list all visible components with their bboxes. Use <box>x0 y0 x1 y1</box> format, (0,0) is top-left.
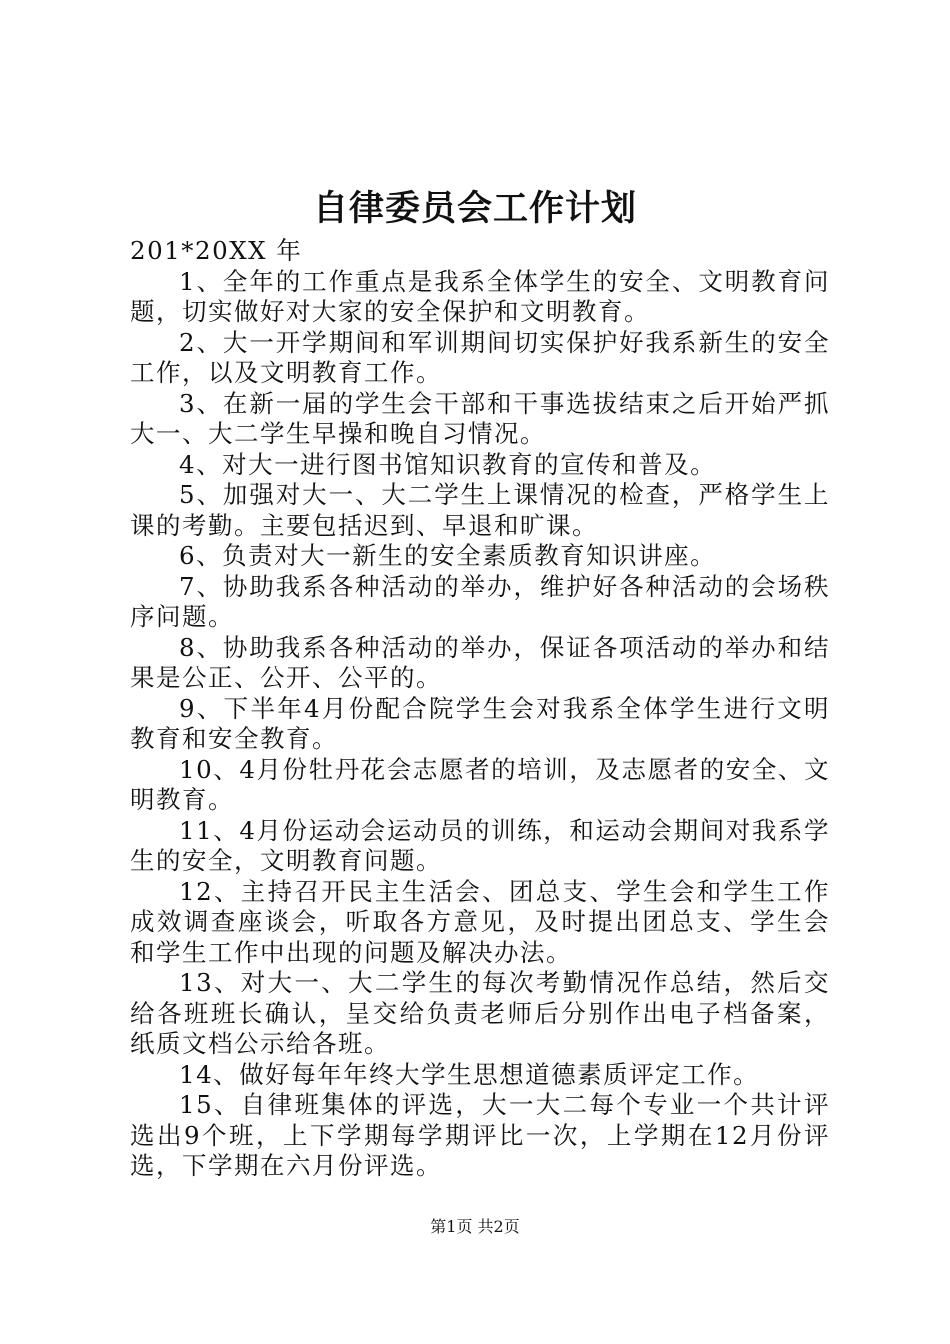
plan-item: 7、协助我系各种活动的举办，维护好各种活动的会场秩序问题。 <box>130 571 830 631</box>
page-footer: 第1页 共2页 <box>430 1217 520 1236</box>
document-body <box>130 236 830 1182</box>
plan-item: 1、全年的工作重点是我系全体学生的安全、文明教育问题，切实做好对大家的安全保护和文明教育。 <box>130 266 830 326</box>
plan-item: 5、加强对大一、大二学生上课情况的检查，严格学生上课的考勤。主要包括迟到、早退和旷课。 <box>130 480 830 540</box>
plan-item: 10、4月份牡丹花会志愿者的培训，及志愿者的安全、文明教育。 <box>130 754 830 814</box>
plan-item: 12、主持召开民主生活会、团总支、学生会和学生工作成效调查座谈会，听取各方意见，及时提出团总支、学生会和学生工作中出现的问题及解决办法。 <box>130 876 830 967</box>
plan-item: 3、在新一届的学生会干部和干事选拔结束之后开始严抓大一、大二学生早操和晚自习情况。 <box>130 388 830 448</box>
plan-item: 6、负责对大一新生的安全素质教育知识讲座。 <box>179 541 717 570</box>
plan-item: 11、4月份运动会运动员的训练，和运动会期间对我系学生的安全，文明教育问题。 <box>130 815 830 875</box>
plan-item: 2、大一开学期间和军训期间切实保护好我系新生的安全工作，以及文明教育工作。 <box>130 327 830 387</box>
plan-item: 4、对大一进行图书馆知识教育的宣传和普及。 <box>179 449 717 479</box>
document-title: 自律委员会工作计划 <box>312 188 637 229</box>
plan-item: 9、下半年4月份配合院学生会对我系全体学生进行文明教育和安全教育。 <box>130 693 830 753</box>
document-date: 201*20XX 年 <box>130 236 303 265</box>
plan-item: 8、协助我系各种活动的举办，保证各项活动的举办和结果是公正、公开、公平的。 <box>130 632 830 692</box>
plan-item: 13、对大一、大二学生的每次考勤情况作总结，然后交给各班班长确认，呈交给负责老师后分别作出电子档备案，纸质文档公示给各班。 <box>130 968 830 1058</box>
plan-item: 14、做好每年年终大学生思想道德素质评定工作。 <box>179 1059 760 1089</box>
plan-item: 15、自律班集体的评选，大一大二每个专业一个共计评选出9个班，上下学期每学期评比一次，上学期在12月份评选，下学期在六月份评选。 <box>130 1090 830 1180</box>
